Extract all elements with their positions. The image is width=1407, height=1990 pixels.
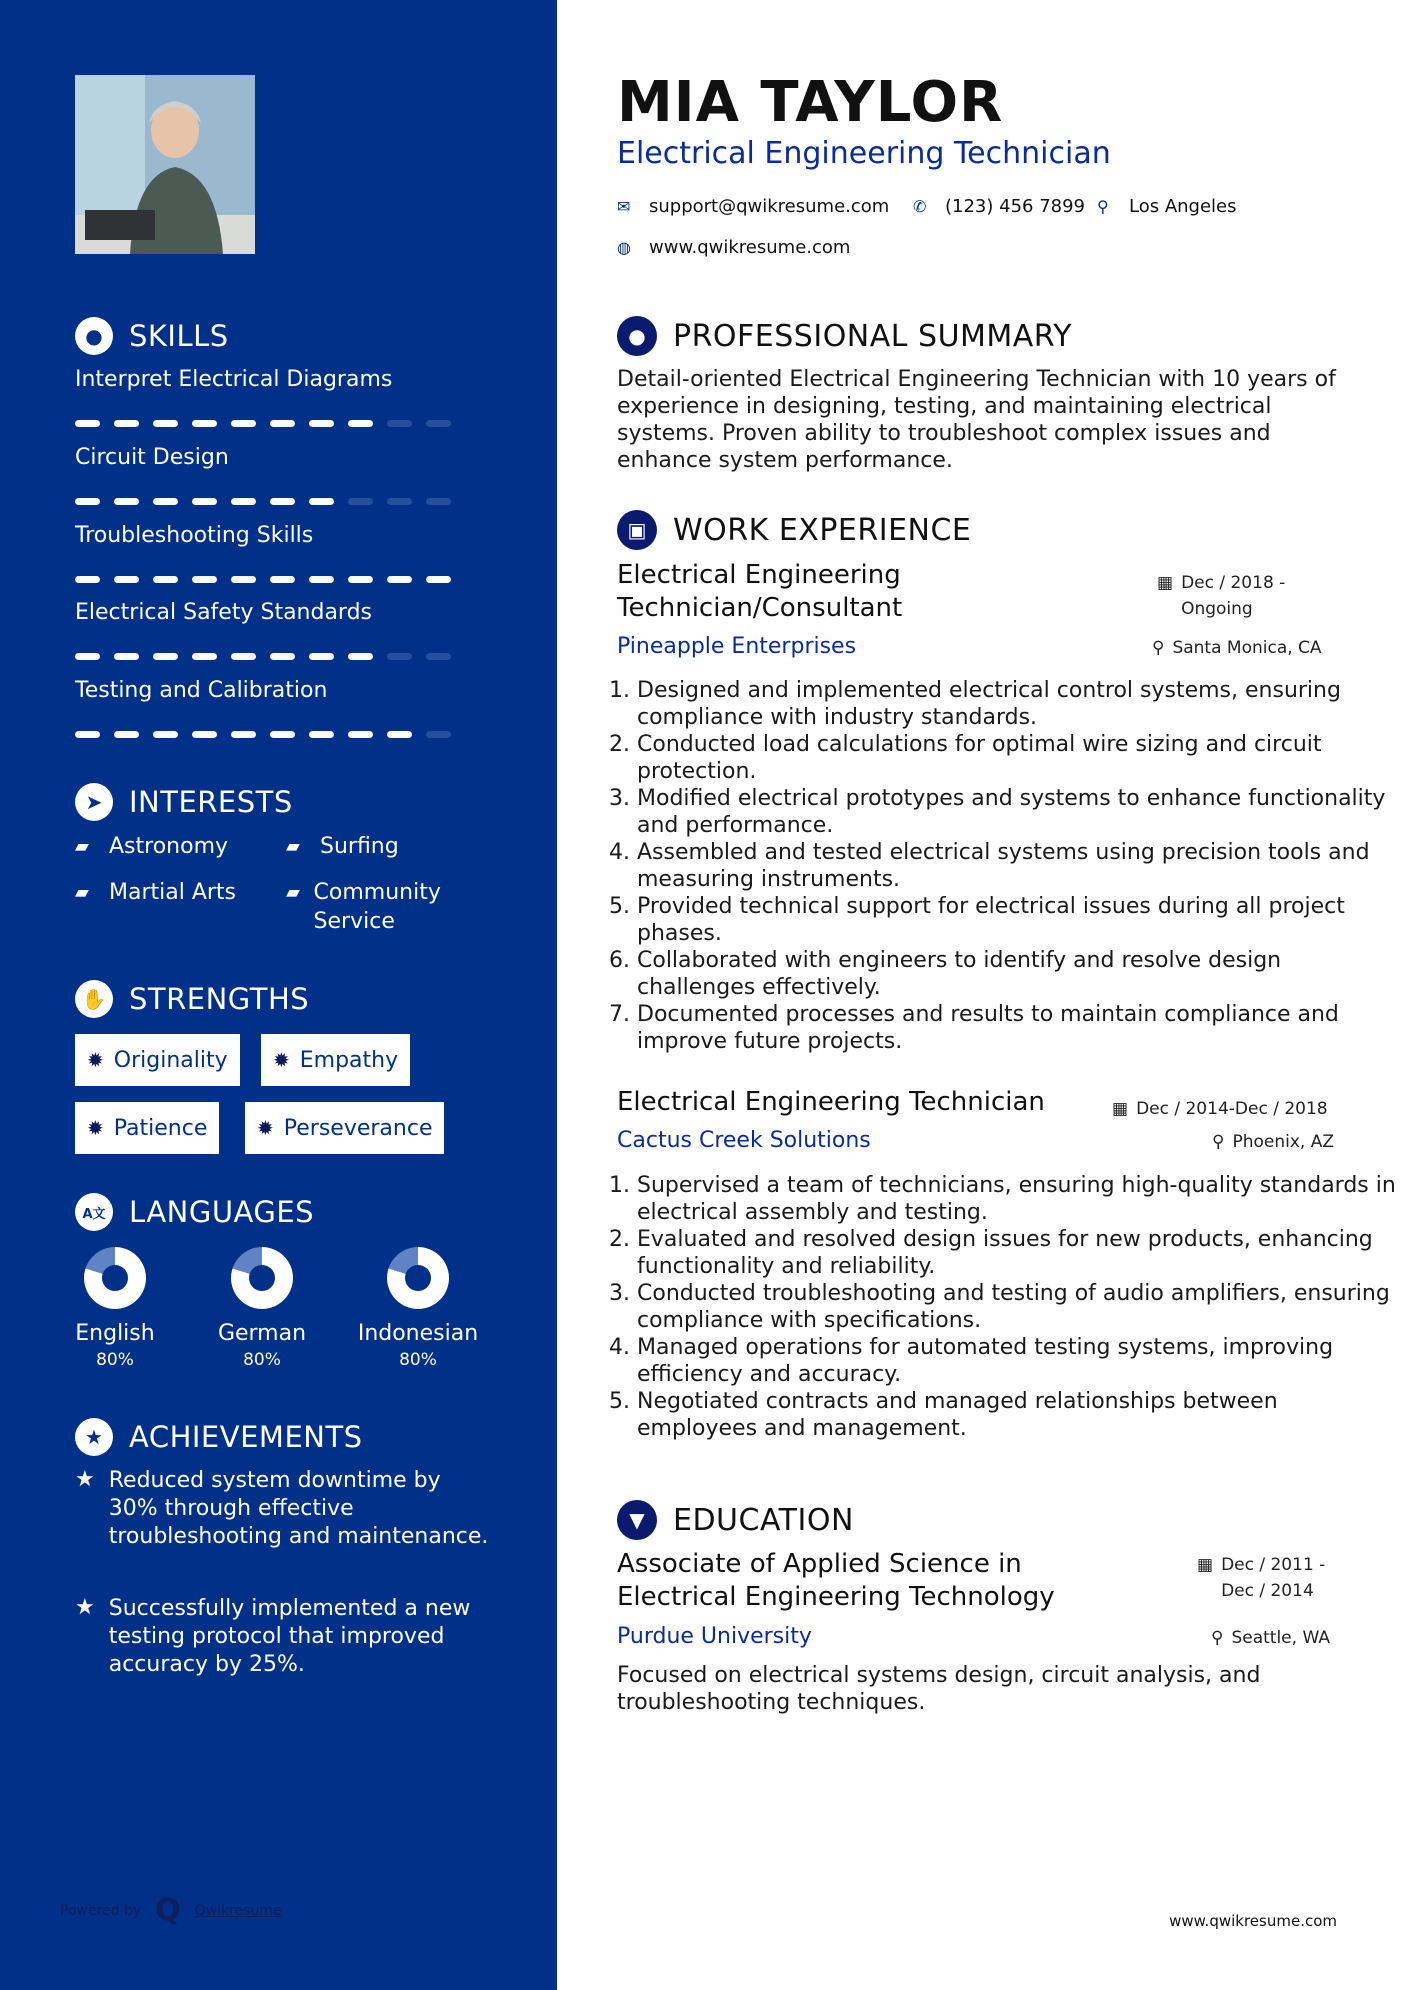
language-level-chart [231, 1247, 293, 1309]
job-bullets: 1. Designed and implemented electrical control systems, ensuring compliance with industry standards. 2. Conducted load calculations for optimal wire sizing and circuit protection. 3. Modified electrical prototypes and systems to enhance functionality and performance. 4. Assembled and tested electrical systems using precision tools and measuring instruments. 5. Provided technical support for electrical issues during all project phases. 6. Collaborated with engineers to identify and resolve design challenges effectively. 7. Documented processes and results to maintain compliance and improve future projects. [612, 677, 1397, 1055]
interest-item: ▰ Surfing [286, 834, 399, 859]
skill-dot [426, 731, 451, 738]
skill-dot [387, 420, 412, 427]
pin-icon: ⚲ [1152, 638, 1165, 658]
job-date: ▦ Dec / 2014-Dec / 2018 [1112, 1096, 1328, 1122]
skill-dot [192, 420, 217, 427]
skill-level-bar [75, 420, 451, 427]
strength-badge: ✹ Originality [75, 1034, 240, 1086]
qwikresume-link[interactable]: Qwikresume [194, 1902, 282, 1919]
skill-dot [231, 420, 256, 427]
skill-level-bar [75, 498, 451, 505]
skill-dot [231, 498, 256, 505]
job-company: Cactus Creek Solutions [617, 1128, 871, 1153]
achievements-title: ACHIEVEMENTS [129, 1420, 363, 1454]
powered-by: Powered by Q Qwikresume [60, 1893, 282, 1928]
skill-dot [114, 576, 139, 583]
job-date: ▦ Dec / 2018 - Ongoing [1157, 570, 1347, 622]
skill-item [75, 367, 465, 392]
website-contact[interactable]: ◍ www.qwikresume.com [617, 237, 851, 258]
skill-label: Circuit Design [75, 445, 229, 470]
achievement-item: ★ Successfully implemented a new testing protocol that improved accuracy by 25%. [75, 1595, 471, 1677]
star-icon: ★ [75, 1595, 95, 1620]
skill-label: Electrical Safety Standards [75, 600, 373, 625]
skills-heading [75, 317, 229, 355]
education-date: ▦ Dec / 2011 - Dec / 2014 [1197, 1552, 1347, 1604]
education-description: Focused on electrical systems design, circuit analysis, and troubleshooting techniques. [617, 1663, 1261, 1715]
skill-dot [309, 498, 334, 505]
achievement-item: ★ Reduced system downtime by 30% through effective troubleshooting and maintenance. [75, 1467, 489, 1549]
graduation-icon: ▼ [617, 1500, 657, 1540]
job-location: ⚲ Phoenix, AZ [1212, 1132, 1334, 1152]
phone-contact[interactable]: ✆ (123) 456 7899 [913, 196, 1086, 217]
star-icon: ★ [75, 1467, 95, 1492]
skill-dot [114, 498, 139, 505]
skill-dot [348, 498, 373, 505]
skill-dot [309, 653, 334, 660]
sidebar [0, 0, 557, 1990]
experience-heading: ▣ WORK EXPERIENCE [617, 510, 971, 550]
summary-text: Detail-oriented Electrical Engineering Technician with 10 years of experience in designing, testing, and maintaining electrical systems. Proven ability to troubleshoot complex issues and enhance system performance. [617, 367, 1336, 473]
skill-dot [231, 653, 256, 660]
skill-level-bar [75, 653, 451, 660]
strength-badge: ✹ Patience [75, 1102, 219, 1154]
education-heading: ▼ EDUCATION [617, 1500, 854, 1540]
job-role: Electrical Engineering Technician [617, 1087, 1045, 1117]
strengths-title: STRENGTHS [129, 982, 310, 1016]
user-icon: ● [617, 316, 657, 356]
skill-dot [270, 420, 295, 427]
language-level-chart [387, 1247, 449, 1309]
skill-dot [75, 498, 100, 505]
skill-level-bar [75, 576, 451, 583]
qwikresume-logo: Q [155, 1893, 181, 1928]
hand-icon: ✋ [75, 980, 113, 1018]
envelope-icon: ✉ [617, 197, 631, 216]
briefcase-icon: ▣ [617, 510, 657, 550]
skill-dot [426, 498, 451, 505]
skill-dot [270, 498, 295, 505]
skill-dot [75, 576, 100, 583]
lightbulb-icon: ● [75, 317, 113, 355]
book-icon: ▰ [75, 882, 89, 903]
summary-heading: ● PROFESSIONAL SUMMARY [617, 316, 1072, 356]
profile-photo [75, 75, 255, 254]
skill-dot [309, 576, 334, 583]
skill-dot [114, 653, 139, 660]
skill-dot [426, 420, 451, 427]
degree-name: Associate of Applied Science in Electrical Engineering Technology [617, 1549, 1055, 1612]
skill-dot [309, 420, 334, 427]
email-contact[interactable]: ✉ support@qwikresume.com [617, 196, 890, 217]
main-content [557, 0, 1407, 1990]
language-item: Indonesian 80% [353, 1247, 483, 1370]
skill-dot [114, 731, 139, 738]
skill-dot [75, 653, 100, 660]
skill-item [75, 678, 465, 703]
skill-dot [192, 731, 217, 738]
badge-icon: ✹ [87, 1116, 104, 1140]
paper-plane-icon: ➤ [75, 783, 113, 821]
badge-icon: ✹ [257, 1116, 274, 1140]
skill-dot [426, 576, 451, 583]
strengths-heading [75, 980, 309, 1018]
skill-dot [231, 731, 256, 738]
skill-dot [153, 731, 178, 738]
skill-dot [387, 576, 412, 583]
interests-title: INTERESTS [129, 785, 293, 819]
skill-dot [153, 576, 178, 583]
job-bullets: 1. Supervised a team of technicians, ensuring high-quality standards in electrical assembly and testing. 2. Evaluated and resolved design issues for new products, enhancing functionality and reliability. 3. Conducted troubleshooting and testing of audio amplifiers, ensuring compliance with specifications. 4. Managed operations for automated testing systems, improving efficiency and accuracy. 5. Negotiated contracts and managed relationships between employees and management. [612, 1172, 1397, 1442]
skill-dot [387, 731, 412, 738]
language-item: English 80% [50, 1247, 180, 1370]
skill-level-bar [75, 731, 451, 738]
skill-dot [75, 420, 100, 427]
skill-dot [192, 498, 217, 505]
book-icon: ▰ [286, 836, 300, 857]
skill-dot [270, 653, 295, 660]
footer-website[interactable]: www.qwikresume.com [1169, 1912, 1337, 1930]
book-icon: ▰ [286, 882, 300, 903]
interests-heading [75, 783, 293, 821]
book-icon: ▰ [75, 836, 89, 857]
skill-item [75, 523, 465, 548]
skill-dot [75, 731, 100, 738]
language-item: German 80% [197, 1247, 327, 1370]
skill-label: Testing and Calibration [75, 678, 328, 703]
phone-icon: ✆ [913, 197, 927, 216]
job-company: Pineapple Enterprises [617, 634, 857, 659]
globe-icon: ◍ [617, 238, 631, 257]
pin-icon: ⚲ [1211, 1628, 1224, 1648]
skill-dot [387, 498, 412, 505]
education-location: ⚲ Seattle, WA [1211, 1628, 1330, 1648]
calendar-icon: ▦ [1112, 1099, 1129, 1119]
interest-item: ▰ Martial Arts [75, 880, 237, 905]
skill-dot [231, 576, 256, 583]
skill-dot [270, 576, 295, 583]
location-contact: ⚲ Los Angeles [1097, 196, 1237, 217]
skills-title: SKILLS [129, 319, 229, 353]
skill-dot [153, 420, 178, 427]
job-role: Electrical Engineering Technician/Consultant [617, 560, 903, 623]
job-location: ⚲ Santa Monica, CA [1152, 638, 1322, 658]
badge-icon: ✹ [87, 1048, 104, 1072]
skill-dot [270, 731, 295, 738]
candidate-name: MIA TAYLOR [617, 70, 1004, 135]
skill-item [75, 600, 465, 625]
skill-dot [153, 498, 178, 505]
calendar-icon: ▦ [1157, 573, 1174, 593]
calendar-icon: ▦ [1197, 1555, 1214, 1575]
skill-dot [348, 653, 373, 660]
languages-title: LANGUAGES [129, 1195, 315, 1229]
translate-icon: A文 [75, 1193, 113, 1231]
languages-heading [75, 1193, 314, 1231]
skill-label: Interpret Electrical Diagrams [75, 367, 393, 392]
language-level-chart [84, 1247, 146, 1309]
interest-item: ▰ Community Service [286, 880, 441, 934]
strength-badge: ✹ Empathy [261, 1034, 410, 1086]
skill-dot [426, 653, 451, 660]
skill-dot [153, 653, 178, 660]
skill-dot [348, 576, 373, 583]
school-name: Purdue University [617, 1624, 812, 1649]
map-pin-icon: ⚲ [1097, 197, 1109, 216]
badge-icon: ✹ [273, 1048, 290, 1072]
skill-dot [348, 731, 373, 738]
skill-dot [114, 420, 139, 427]
pin-icon: ⚲ [1212, 1132, 1225, 1152]
skill-dot [309, 731, 334, 738]
skill-dot [348, 420, 373, 427]
interest-item: ▰ Astronomy [75, 834, 229, 859]
strength-badge: ✹ Perseverance [245, 1102, 444, 1154]
achievements-heading [75, 1418, 363, 1456]
skill-dot [387, 653, 412, 660]
skill-dot [192, 576, 217, 583]
skill-item [75, 445, 465, 470]
skill-label: Troubleshooting Skills [75, 523, 314, 548]
star-badge-icon: ★ [75, 1418, 113, 1456]
skill-dot [192, 653, 217, 660]
job-title: Electrical Engineering Technician [617, 136, 1111, 171]
